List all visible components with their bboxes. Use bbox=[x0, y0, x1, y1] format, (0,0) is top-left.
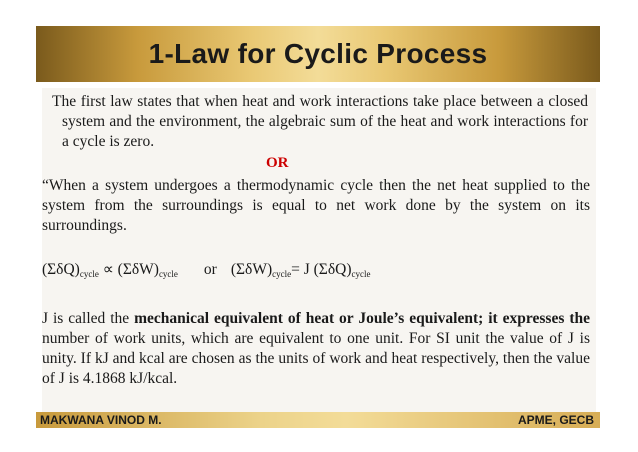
formula-q-subscript-2: cycle bbox=[351, 269, 371, 279]
joule-bold-definition: mechanical equivalent of heat or Joule’s equivalent; it expresses the bbox=[134, 310, 590, 327]
title-bar bbox=[36, 26, 600, 82]
paragraph-first-law: The first law states that when heat and work interactions take place between a closed system and the environment, the algebraic sum of the heat and work interactions for a cycle is zero. bbox=[52, 93, 588, 150]
or-separator: OR bbox=[266, 155, 289, 171]
slide-content bbox=[42, 88, 596, 412]
formula-w-subscript: cycle bbox=[158, 269, 178, 279]
formula-w-subscript-2: cycle bbox=[272, 269, 292, 279]
paragraph-cycle-statement: “When a system undergoes a thermodynamic cycle then the net heat supplied to the system from the surroundings is equal to net work done by the system on its surroundings. bbox=[42, 177, 590, 234]
footer-bar bbox=[36, 412, 600, 428]
formula-q-term: (ΣδQ) bbox=[42, 261, 80, 278]
cyclic-formula bbox=[42, 260, 590, 284]
joule-text-part1: J is called the bbox=[42, 310, 135, 327]
joule-text-part2: number of work units, which are equivalent to one unit. For SI unit the value of J is unity. If kJ and kcal are chosen as the units of work and heat respectively, then the value of J is 4.1868 kJ/kcal. bbox=[42, 330, 590, 387]
formula-w-term: (ΣδW) bbox=[117, 261, 159, 278]
formula-q-subscript: cycle bbox=[79, 269, 99, 279]
formula-or-word: or bbox=[203, 261, 217, 278]
slide bbox=[36, 26, 600, 426]
paragraph-joule-equivalent bbox=[42, 309, 590, 389]
footer-author: MAKWANA VINOD M. bbox=[40, 413, 162, 427]
formula-propto: ∝ bbox=[98, 261, 118, 278]
formula-w-term-2: (ΣδW) bbox=[230, 261, 273, 278]
slide-title: 1-Law for Cyclic Process bbox=[148, 38, 488, 69]
formula-equals-j: = J (ΣδQ) bbox=[291, 261, 352, 278]
footer-affiliation: APME, GECB bbox=[517, 413, 594, 427]
